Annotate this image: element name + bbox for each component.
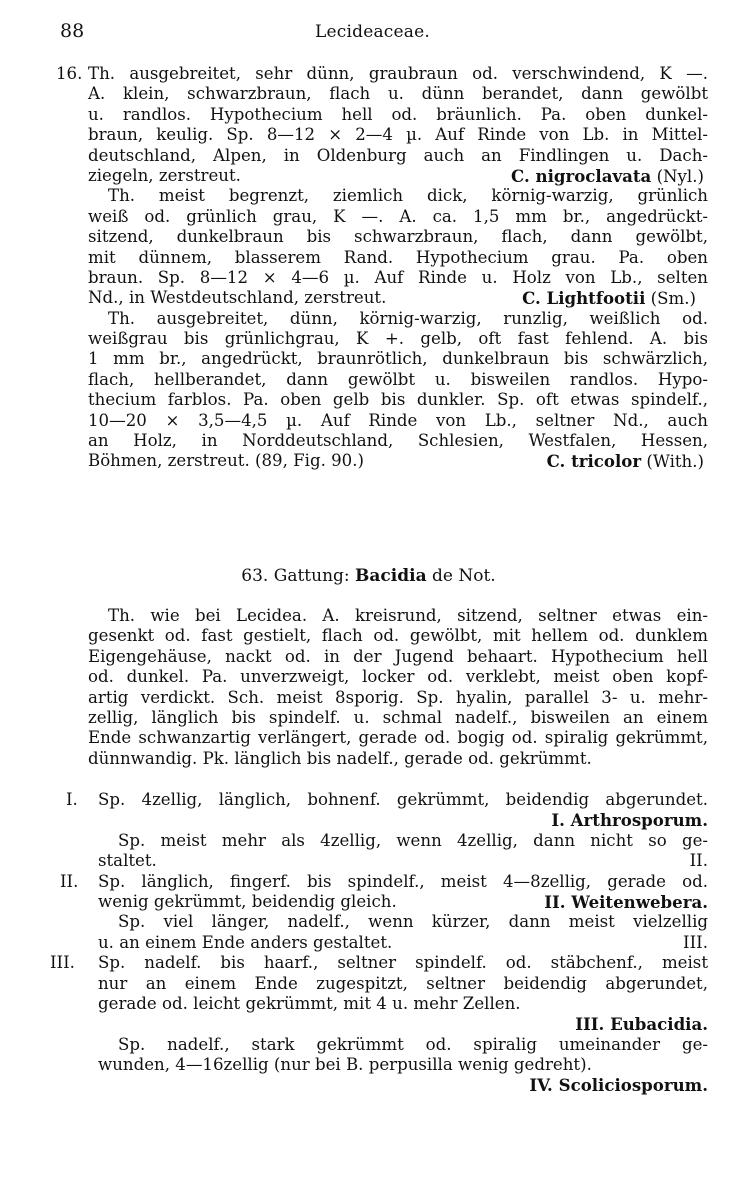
key-result: IV. Scoliciosporum. [529,1075,708,1096]
key-line: gerade od. leicht gekrümmt, mit 4 u. mehr Zellen. [98,993,521,1013]
text-line: 10—20 × 3,5—4,5 µ. Auf Rinde von Lb., seltner Nd., auch [88,410,708,430]
species-name-line: ziegeln, zerstreut. C. nigroclavata (Nyl.) [88,165,704,186]
key-line: II. Sp. länglich, fingerf. bis spindelf., meist 4—8zellig, gerade od. [60,871,708,891]
species-name: C. tricolor [546,451,642,472]
text-line: dünnwandig. Pk. länglich bis nadelf., gerade od. gekrümmt. [88,748,592,768]
species-author: (With.) [646,452,704,472]
species-name-line: Nd., in Westdeutschland, zerstreut. C. Lightfootii (Sm.) [88,288,696,309]
key-result: II. Weitenwebera. [544,891,708,912]
text-line: gesenkt od. fast gestielt, flach od. gewölbt, mit hellem od. dunklem [88,626,708,646]
key-line: I. Sp. 4zellig, länglich, bohnenf. gekrümmt, beidendig abgerundet. [66,790,708,809]
text-line: Ende schwanzartig verlängert, gerade od. bogig od. spiralig gekrümmt, [88,728,708,748]
text-line: Eigengehäuse, nackt od. in der Jugend behaart. Hypothecium hell [88,646,708,666]
key-label: III. [50,953,75,973]
text-line: Th. meist begrenzt, ziemlich dick, körnig-warzig, grünlich [108,186,708,206]
key-reference: II. [689,851,708,871]
identification-key [50,790,708,1096]
key-line: staltet. II. [98,851,708,871]
text-line: artig verdickt. Sch. meist 8sporig. Sp. hyalin, parallel 3- u. mehr- [88,687,708,707]
species-author: (Sm.) [650,289,696,309]
text-line: A. klein, schwarzbraun, flach u. dünn berandet, dann gewölbt [88,84,708,104]
key-line: Sp. nadelf., stark gekrümmt od. spiralig umeinander ge- [118,1034,708,1054]
page-header [60,20,697,50]
species-name: C. nigroclavata [511,165,652,186]
text-line: weiß od. grünlich grau, K —. A. ca. 1,5 mm br., angedrückt- [88,206,708,226]
genus-name: Bacidia [355,566,427,586]
text-line: 16. Th. ausgebreitet, sehr dünn, graubraun od. verschwindend, K —. [56,64,708,83]
key-result: I. Arthrosporum. [551,810,708,831]
key-line: III. Sp. nadelf. bis haarf., seltner spindelf. od. stäbchenf., meist [50,953,708,973]
key-label: I. [66,790,78,809]
species-entry-16 [56,64,708,472]
text-line: braun, keulig. Sp. 8—12 × 2—4 µ. Auf Rinde von Lb. in Mittel- [88,125,708,145]
text-line: Th. ausgebreitet, dünn, körnig-warzig, runzlig, weißlich od. [108,308,708,328]
text-line: od. dunkel. Pa. unverzweigt, locker od. verklebt, meist oben kopf- [88,667,708,687]
key-line: Sp. viel länger, nadelf., wenn kürzer, dann meist vielzellig [118,912,708,932]
text-line: deutschland, Alpen, in Oldenburg auch an Findlingen u. Dach- [88,145,708,165]
species-author: (Nyl.) [656,166,704,186]
key-result: III. Eubacidia. [575,1014,708,1035]
key-line: wunden, 4—16zellig (nur bei B. perpusilla wenig gedreht). [98,1055,592,1075]
key-line: wenig gekrümmt, beidendig gleich. II. Weitenwebera. [98,891,708,912]
genus-prefix: 63. Gattung: [241,566,350,586]
text-line: u. randlos. Hypothecium hell od. bräunlich. Pa. oben dunkel- [88,104,708,124]
entry-number: 16. [56,64,83,83]
key-line: Sp. meist mehr als 4zellig, wenn 4zellig, dann nicht so ge- [118,830,708,850]
text-line: braun. Sp. 8—12 × 4—6 µ. Auf Rinde u. Holz von Lb., selten [88,267,708,287]
text-line: thecium farblos. Pa. oben gelb bis dunkler. Sp. oft etwas spindelf., [88,390,708,410]
key-line: u. an einem Ende anders gestaltet. III. [98,932,708,952]
key-line: nur an einem Ende zugespitzt, seltner beidendig abgerundet, [98,973,708,993]
page-number: 88 [60,20,85,42]
text-line: zellig, länglich bis spindelf. u. schmal nadelf., bisweilen an einem [88,707,708,727]
text-line: weißgrau bis grünlichgrau, K +. gelb, oft fast fehlend. A. bis [88,329,708,349]
text-line: flach, hellberandet, dann gewölbt u. bisweilen randlos. Hypo- [88,369,708,389]
genus-author: de Not. [432,566,496,586]
species-name: C. Lightfootii [522,288,646,309]
text-line: sitzend, dunkelbraun bis schwarzbraun, flach, dann gewölbt, [88,227,708,247]
genus-heading [0,566,737,586]
text-line: 1 mm br., angedrückt, braunrötlich, dunkelbraun bis schwärzlich, [88,349,708,369]
running-title: Lecideaceae. [315,22,430,42]
key-reference: III. [683,932,708,952]
text-line: mit dünnem, blasserem Rand. Hypothecium grau. Pa. oben [88,247,708,267]
text-line: an Holz, in Norddeutschland, Schlesien, Westfalen, Hessen, [88,431,708,451]
text-line: Th. wie bei Lecidea. A. kreisrund, sitzend, seltner etwas ein- [108,606,708,625]
genus-description [88,606,708,769]
key-label: II. [60,871,79,891]
species-name-line: Böhmen, zerstreut. (89, Fig. 90.) C. tricolor (With.) [88,451,704,472]
